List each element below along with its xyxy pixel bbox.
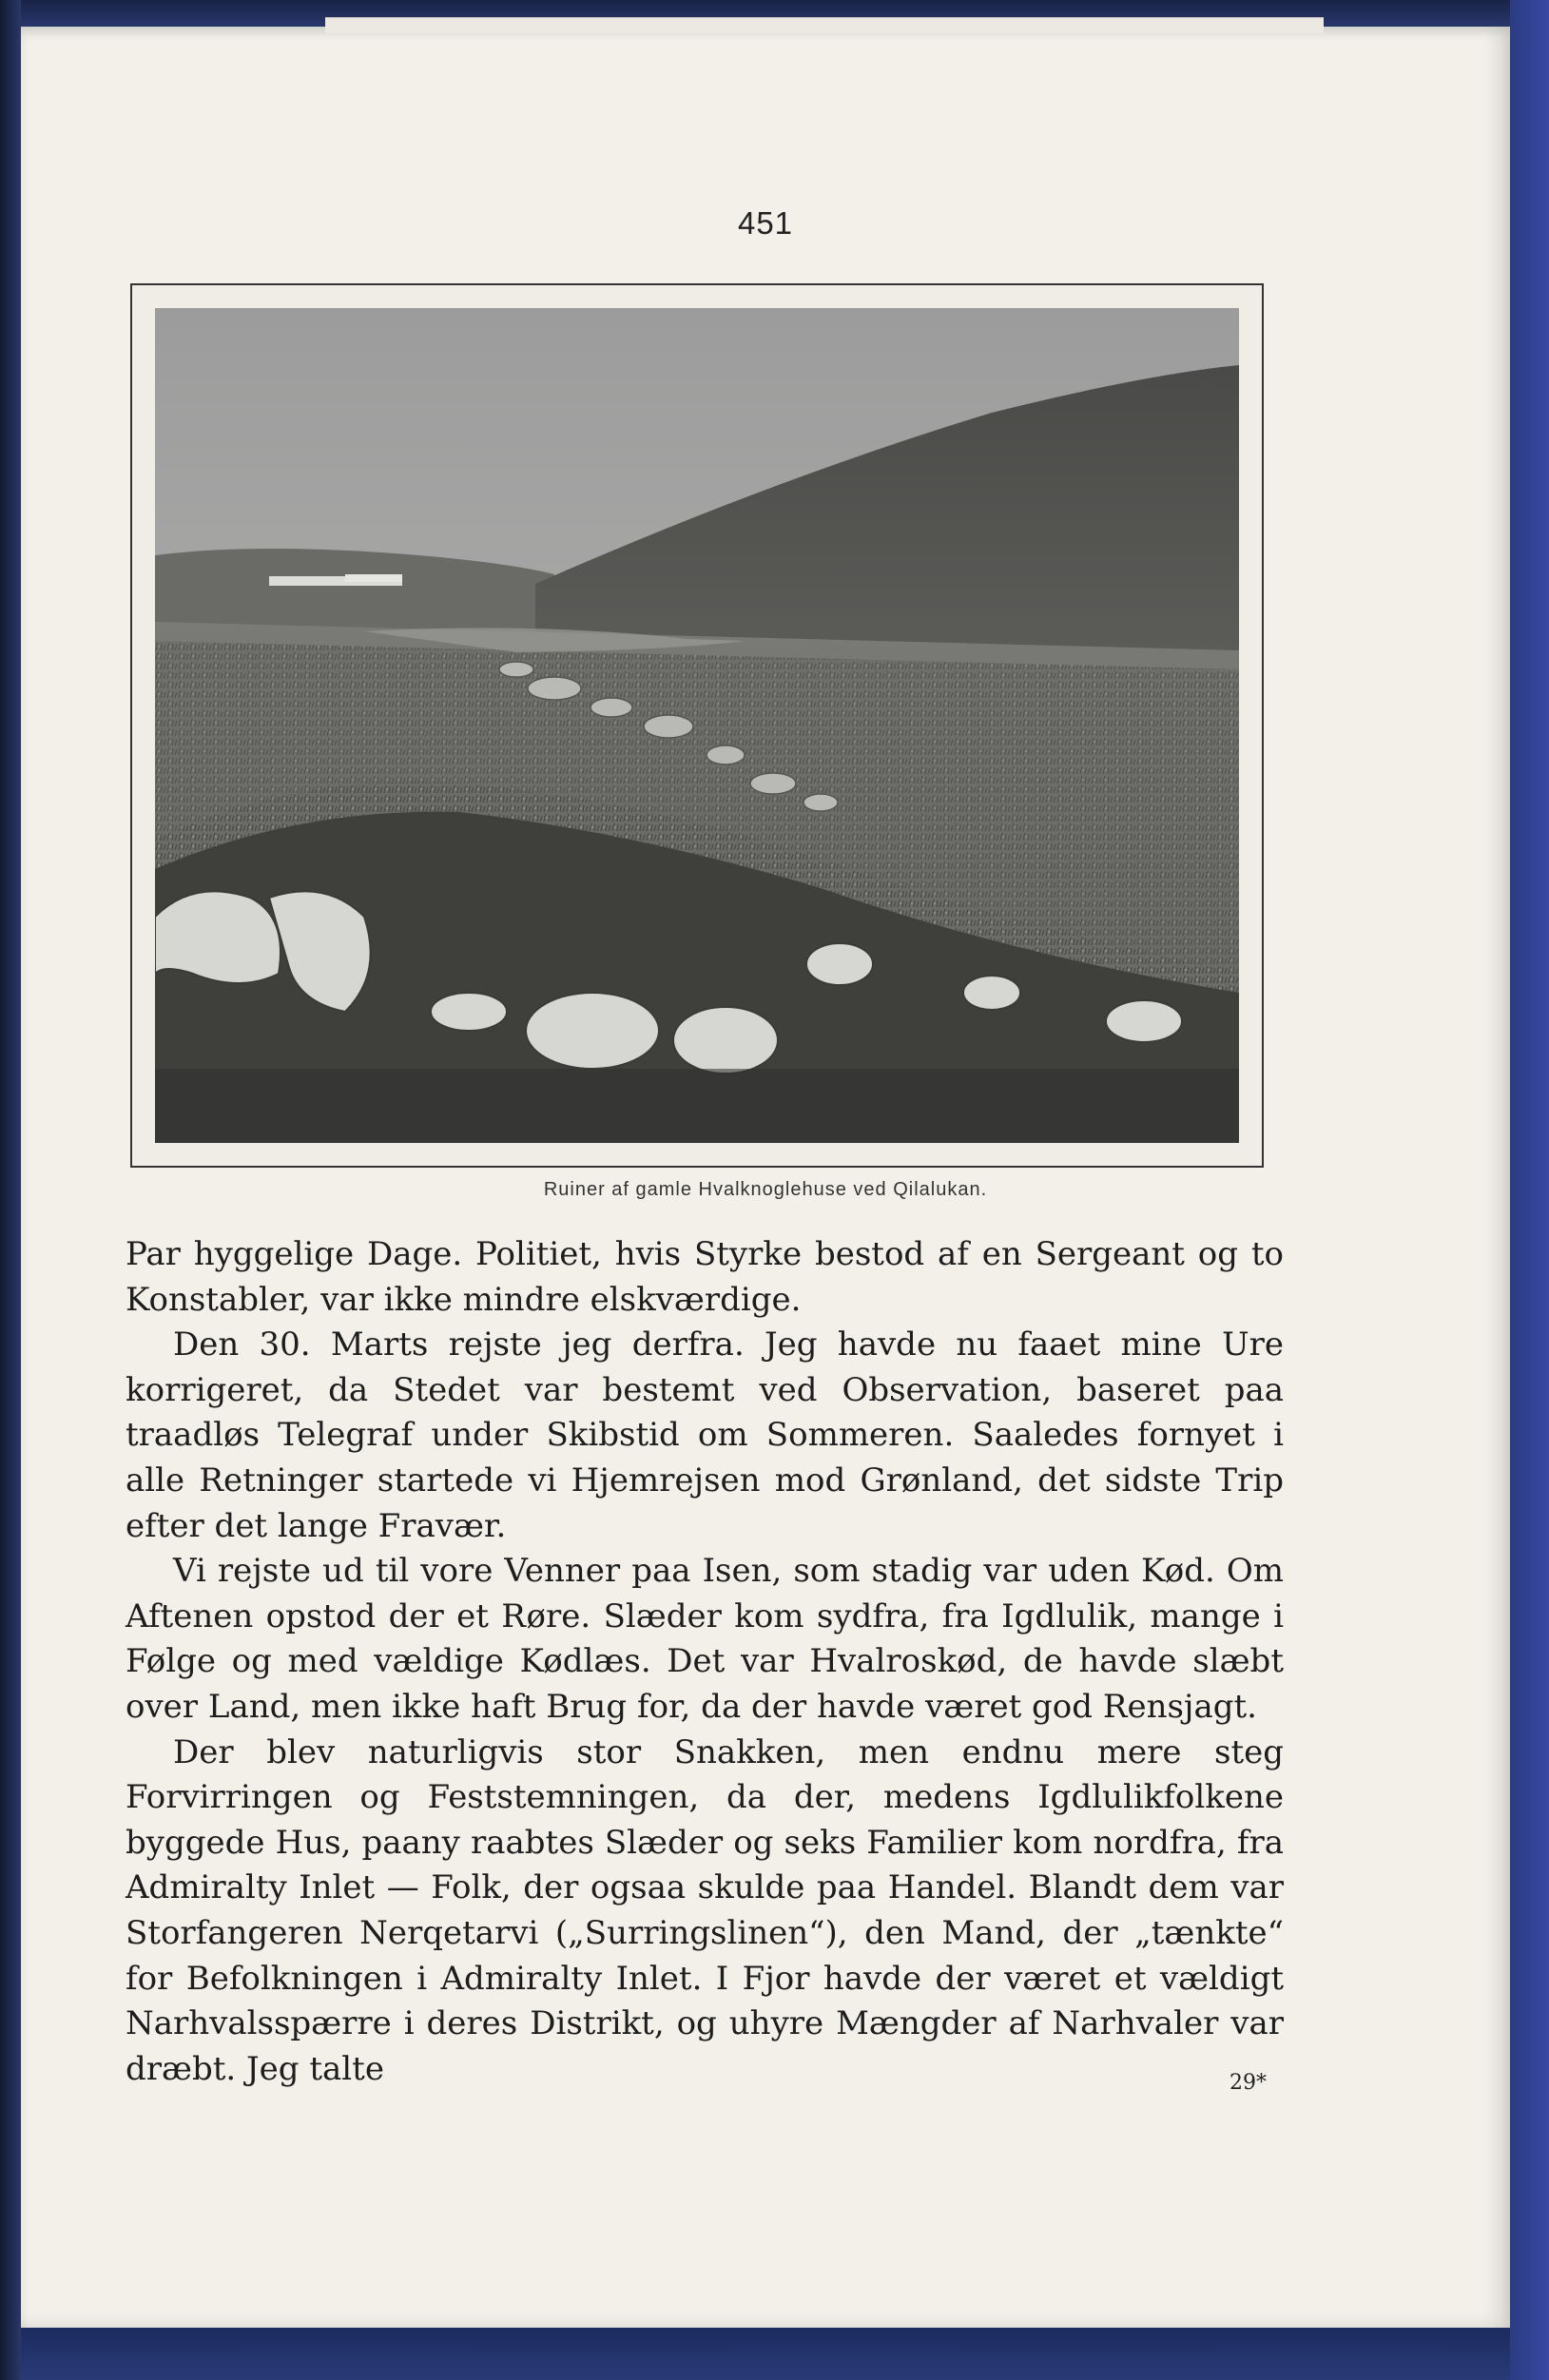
paragraph: Par hyggelige Dage. Politiet, hvis Styrke bestod af en Sergeant og to Konstabler, var ikke mindre elskværdige.	[126, 1235, 1284, 1319]
paragraph: Den 30. Marts rejste jeg derfra. Jeg havde nu faaet mine Ure korrigeret, da Stedet var bestemt ved Observation, baseret paa traadløs Telegraf under Skibstid om Sommeren. Saaledes fornyet i alle Retninger startede vi Hjemrejsen mod Grønland, det sidste Trip efter det lange Fravær.	[126, 1325, 1284, 1545]
binding-bottom	[0, 2323, 1549, 2380]
photo-caption: Ruiner af gamle Hvalknoglehuse ved Qilalukan.	[543, 1179, 988, 1200]
paragraph: Vi rejste ud til vore Venner paa Isen, som stadig var uden Kød. Om Aftenen opstod der et Røre. Slæder kom sydfra, fra Igdlulik, mange i Følge og med vældige Kødlæs. Det var Hvalroskød, de havde slæbt over Land, men ikke haft Brug for, da der havde været god Rensjagt.	[126, 1552, 1284, 1726]
page-edge	[325, 17, 1324, 33]
paragraph: Der blev naturligvis stor Snakken, men endnu mere steg Forvirringen og Feststemningen, da der, medens Igdlulikfolkene byggede Hus, paany raabtes Slæder og seks Familier kom nordfra, fra Admiralty Inlet — Folk, der ogsaa skulde paa Handel. Blandt dem var Storfangeren Nerqetarvi („Surringslinen“), den Mand, der „tænkte“ for Befolkningen i Admiralty Inlet. I Fjor havde der været et vældigt Narhvalsspærre i deres Distrikt, og uhyre Mængder af Narhvaler var dræbt. Jeg talte	[126, 1732, 1284, 2088]
page-number: 451	[737, 205, 794, 241]
body-text	[126, 1232, 1284, 2092]
signature-mark: 29*	[1230, 2071, 1267, 2095]
binding-left	[0, 0, 21, 2380]
binding-right	[1510, 0, 1549, 2380]
photo-frame	[130, 283, 1264, 1168]
landscape-photo	[155, 308, 1239, 1143]
book-page	[21, 27, 1510, 2328]
